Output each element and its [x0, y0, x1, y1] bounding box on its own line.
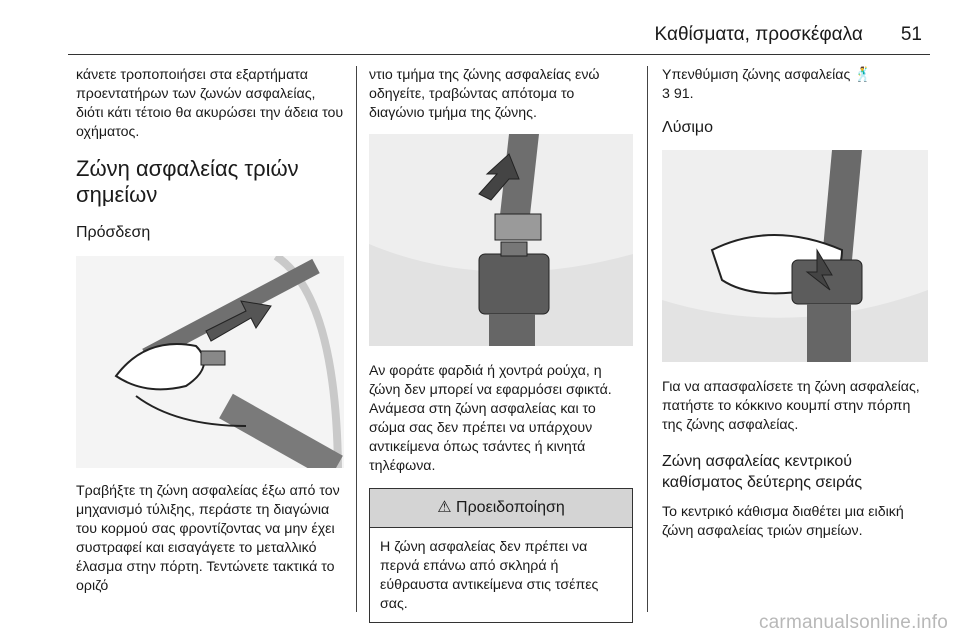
fastening-illustration: [76, 256, 344, 468]
section-heading: Ζώνη ασφαλείας τριών σημείων: [76, 156, 299, 207]
watermark: carmanualsonline.info: [758, 612, 948, 633]
header-divider: [68, 54, 930, 55]
seatbelt-icon: 🕺: [854, 67, 872, 83]
column-3: [662, 66, 928, 541]
warning-title: Προειδοποίηση: [456, 499, 565, 516]
center-seat-text: Το κεντρικό κάθισμα διαθέτει μια ειδική ζώνη ασφαλείας τριών σημείων.: [662, 504, 904, 539]
clothing-text: Αν φοράτε φαρδιά ή χοντρά ρούχα, η ζώνη δεν μπορεί να εφαρμόσει σφικτά. Ανάμεσα στη ζώνη ασφαλείας και το σώμα σας δεν πρέπει να υπάρχουν αντικείμενα όπως τσάντες ή κινητά τηλέφωνα.: [369, 363, 612, 474]
page-reference: 3 91.: [662, 86, 694, 102]
release-illustration: [662, 150, 928, 362]
page-number: 51: [900, 24, 922, 45]
fastening-text: Τραβήξτε τη ζώνη ασφαλείας έξω από τον μηχανισμό τύλιξης, περάστε τη διαγώνια του κορμού σας φροντίζοντας να μην έχει συστραφεί και εισαγάγετε το μεταλλικό έλασμα στην πόρτη. Τεντώνετε τακτικά το οριζό: [76, 483, 340, 594]
reminder-text: Υπενθύμιση ζώνης ασφαλείας 🕺 3 91.: [662, 67, 872, 102]
warning-text: Η ζώνη ασφαλείας δεν πρέπει να περνά επάνω από σκληρά ή εύθραυστα αντικείμενα στις τσέπες σας.: [380, 539, 599, 612]
warning-box: [369, 488, 633, 623]
belt-pull-drawing-icon: [76, 256, 344, 468]
buckle-illustration: [369, 134, 633, 346]
buckle-release-drawing-icon: [662, 150, 928, 362]
buckle-insert-drawing-icon: [369, 134, 633, 346]
column-divider-2: [647, 66, 648, 612]
intro-text: κάνετε τροποποιήσει στα εξαρτήματα προεντατήρων των ζωνών ασφαλείας, διότι κάτι τέτοιο θα ακυρώσει την άδεια του οχήματος.: [76, 67, 344, 140]
column-1: [76, 66, 344, 596]
warning-body: [370, 528, 632, 622]
page-header: [0, 24, 922, 52]
continued-text: ντιο τμήμα της ζώνης ασφαλείας ενώ οδηγείτε, τραβώντας απότομα το διαγώνιο τμήμα της ζώνης.: [369, 67, 600, 121]
column-2: [369, 66, 633, 623]
warning-triangle-icon: ⚠: [437, 499, 452, 516]
subheading-release: Λύσιμο: [662, 119, 713, 136]
subheading-fastening: Πρόσδεση: [76, 224, 151, 241]
subheading-center-seat: Ζώνη ασφαλείας κεντρικού καθίσματος δεύτερης σειράς: [662, 453, 863, 491]
warning-header: [370, 489, 632, 528]
page-title: Καθίσματα, προσκέφαλα: [654, 24, 863, 45]
release-text: Για να απασφαλίσετε τη ζώνη ασφαλείας, πατήστε το κόκκινο κουμπί στην πόρπη της ζώνης ασφαλείας.: [662, 379, 920, 433]
column-divider-1: [356, 66, 357, 612]
